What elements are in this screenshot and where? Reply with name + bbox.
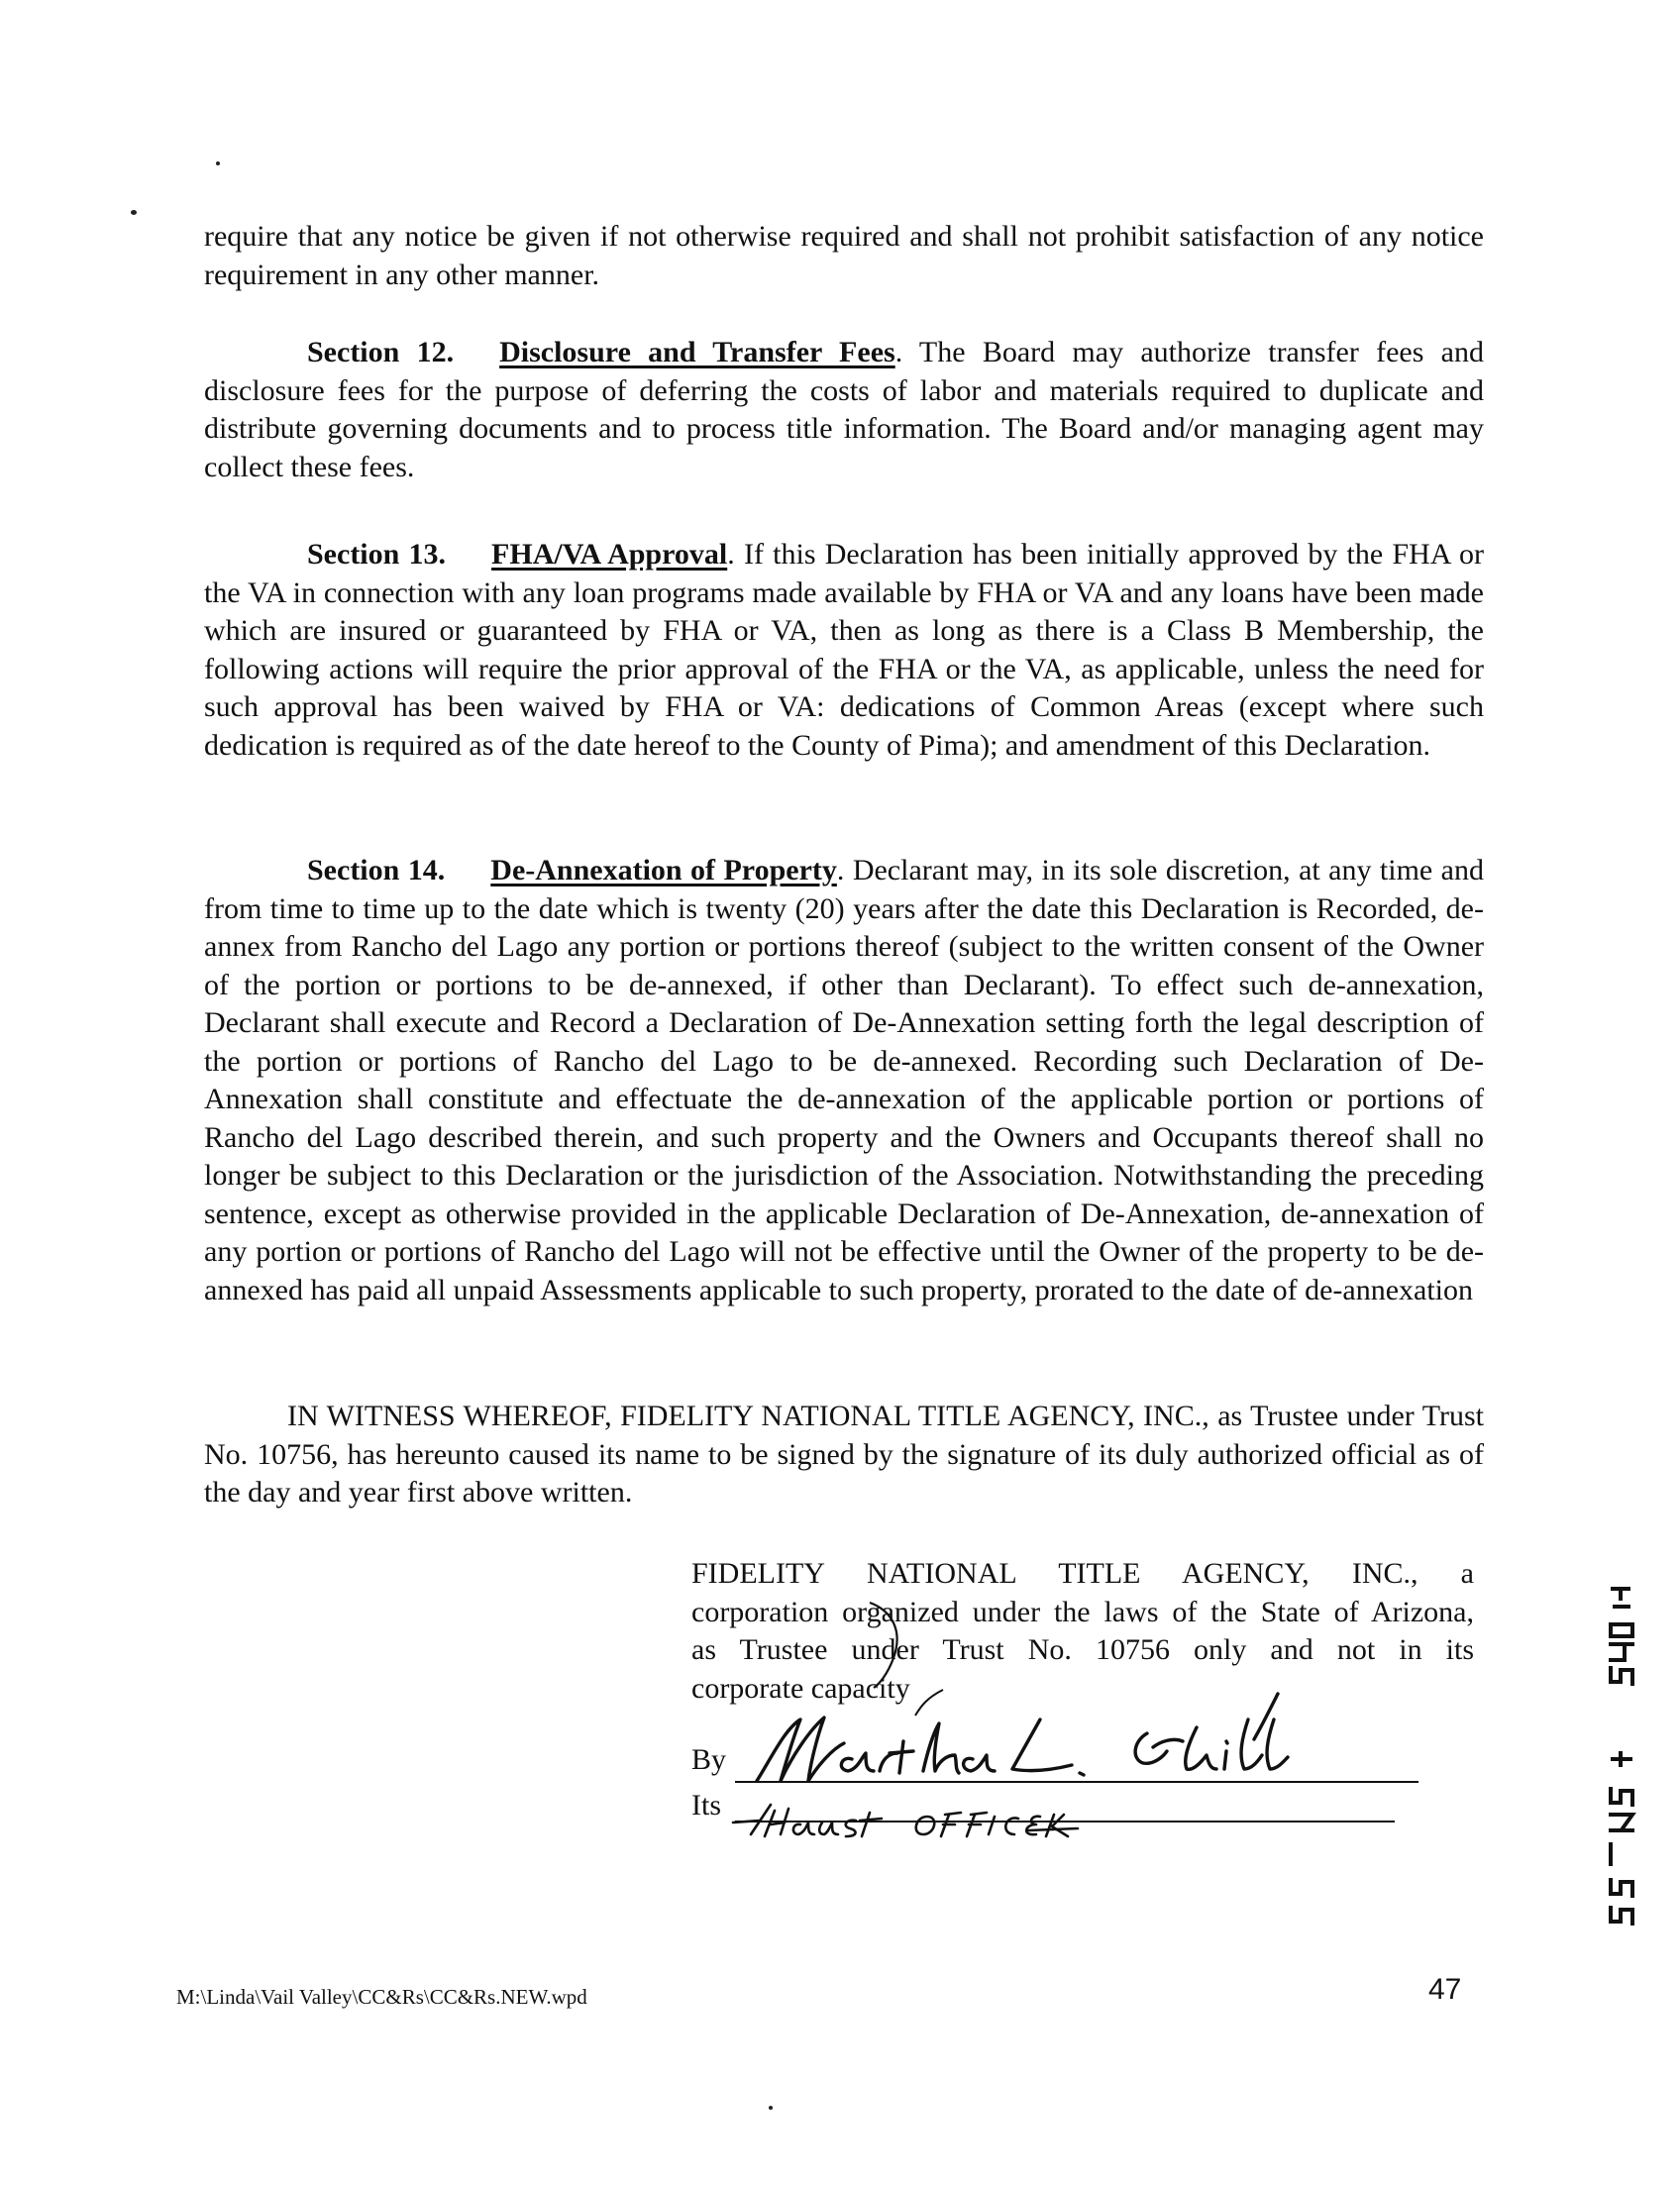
continued-paragraph: require that any notice be given if not otherwise required and shall not prohibit satisfaction of any notice requirement in any other manner. [204, 220, 1484, 291]
its-label: Its [691, 1789, 721, 1822]
scan-speck [769, 2106, 773, 2110]
page-number: 47 [1428, 1973, 1462, 2006]
by-label: By [691, 1743, 727, 1776]
handwritten-signature [753, 1690, 1446, 1799]
section-14-paragraph [204, 852, 1484, 1309]
section-12-paragraph [204, 334, 1484, 486]
section-body: . If this Declaration has been initially approved by the FHA or the VA in connection with any loan programs made available by FHA or VA and any loans have been made which are insured or guaranteed by FHA or VA, then as long as there is a Class B Membership, the following actions will require the prior approval of the FHA or the VA, as applicable, unless the need for such approval has been waived by FHA or VA: dedications of Common Areas (except where such dedication is required as of the date hereof to the County of Pima); and amendment of this Declaration. [204, 538, 1484, 762]
signature-block-line: corporate capacity [691, 1671, 910, 1705]
section-number: Section 14. [307, 854, 446, 886]
signature-block-line: FIDELITY NATIONAL TITLE AGENCY, INC., a [691, 1557, 1474, 1590]
file-path-footer: M:\Linda\Vail Valley\CC&Rs\CC&Rs.NEW.wpd [176, 1985, 587, 2009]
section-13-paragraph [204, 536, 1484, 765]
section-number: Section 13. [307, 538, 447, 571]
signature-block-line: corporation organized under the laws of the State of Arizona, [691, 1595, 1474, 1628]
scan-speck [131, 210, 137, 215]
signature-block-line: as Trustee under Trust No. 10756 only and not in its [691, 1633, 1474, 1666]
section-title: De-Annexation of Property [490, 854, 837, 886]
section-body: . The Board may authorize transfer fees and disclosure fees for the purpose of deferring the costs of labor and materials required to duplicate and distribute governing documents and to process title information. The Board and/or managing agent may collect these fees. [204, 336, 1484, 483]
trustee-signature-block [691, 1555, 1474, 1708]
witness-paragraph: IN WITNESS WHEREOF, FIDELITY NATIONAL TITLE AGENCY, INC., as Trustee under Trust No. 10756, has hereunto caused its name to be signed by the signature of its duly authorized official as of the day and year first above written. [204, 1400, 1484, 1509]
recording-stamp [1603, 1585, 1642, 1941]
section-title: Disclosure and Transfer Fees [499, 336, 895, 368]
section-number: Section 12. [307, 336, 455, 368]
section-body: . Declarant may, in its sole discretion, at any time and from time to time up to the date which is twenty (20) years after the date this Declaration is Recorded, de-annex from Rancho del Lago any portion or portions thereof (subject to the written consent of the Owner of the portion or portions to be de-annexed, if other than Declarant). To effect such de-annexation, Declarant shall execute and Record a Declaration of De-Annexation setting forth the legal description of the portion or portions of Rancho del Lago to be de-annexed. Recording such Declaration of De-Annexation shall constitute and effectuate the de-annexation of the applicable portion or portions of Rancho del Lago described therein, and such property and the Owners and Occupants thereof shall no longer be subject to this Declaration or the jurisdiction of the Association. Notwithstanding the preceding sentence, except as otherwise provided in the applicable Declaration of De-Annexation, de-annexation of any portion or portions of Rancho del Lago will not be effective until the Owner of the property to be de-annexed has paid all unpaid Assessments applicable to such property, prorated to the date of de-annexation [204, 854, 1484, 1306]
handwritten-title [731, 1791, 1107, 1840]
section-title: FHA/VA Approval [491, 538, 728, 571]
scan-speck [216, 161, 220, 165]
